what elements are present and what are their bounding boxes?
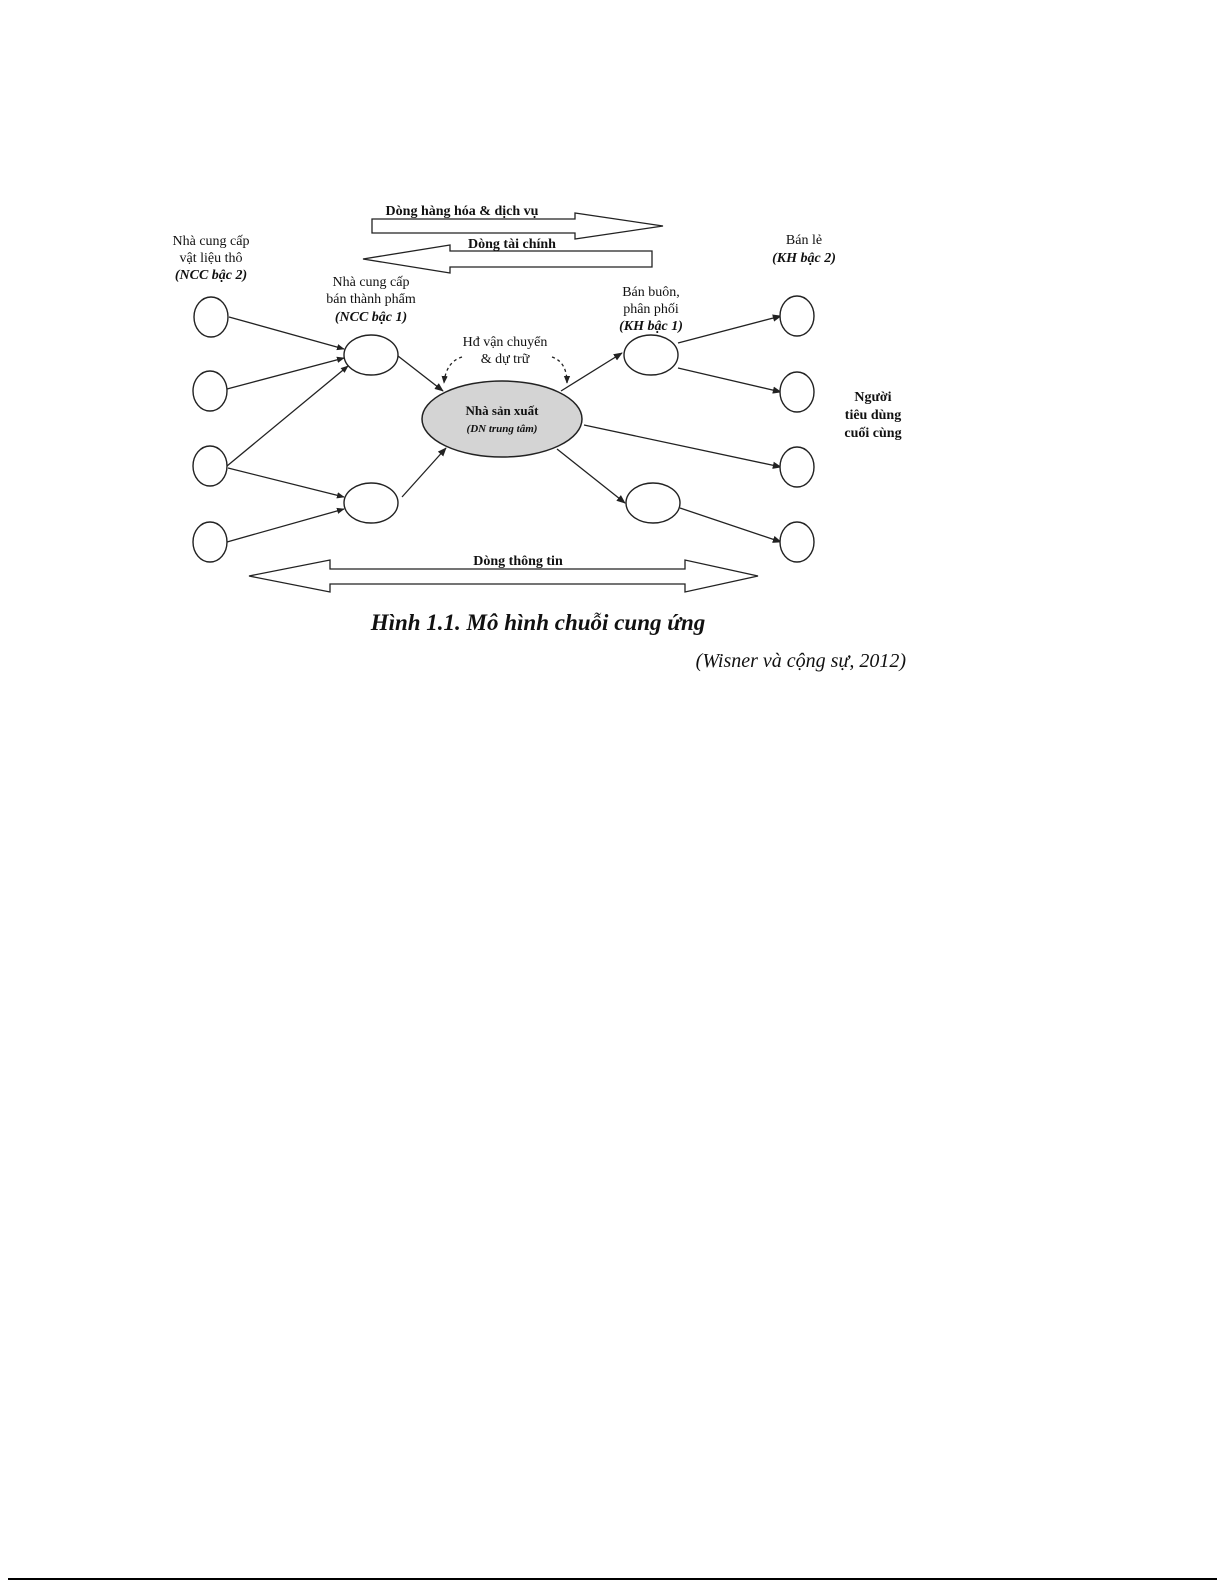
arrow-t1bottom-center: [402, 448, 446, 497]
arrow-t2c-t1bottom: [228, 468, 344, 497]
tier2-label-tag: (NCC bậc 2): [174, 268, 248, 283]
arrow-t2d-t1bottom: [227, 509, 344, 542]
end-consumer-line3: cuối cùng: [844, 426, 902, 441]
end-consumer-line1: Người: [854, 390, 892, 405]
information-flow-label: Dòng thông tin: [473, 554, 563, 569]
figure-caption: Hình 1.1. Mô hình chuỗi cung ứng: [370, 610, 706, 635]
figure-source: (Wisner và cộng sự, 2012): [695, 650, 906, 672]
page-bottom-rule: [8, 1578, 1217, 1580]
tier1-label-line2: bán thành phẩm: [326, 292, 416, 307]
tier2-supplier-nodes: [193, 297, 228, 562]
tier2-node-1: [194, 297, 228, 337]
wholesaler-node-top: [624, 335, 678, 375]
wholesaler-label-line1: Bán buôn,: [622, 285, 680, 300]
wholesaler-label-line2: phân phối: [623, 302, 679, 317]
manufacturer-node: [422, 381, 582, 457]
arrow-center-wholesale-top: [561, 353, 622, 391]
wholesaler-label-tag: (KH bậc 1): [619, 319, 683, 334]
tier1-label-line1: Nhà cung cấp: [332, 275, 410, 290]
arrow-wholesale-retail-2: [678, 368, 781, 392]
tier2-label-line2: vật liệu thô: [179, 251, 243, 266]
tier2-node-3: [193, 446, 227, 486]
support-label-line1: Hđ vận chuyển: [462, 335, 548, 350]
wholesaler-nodes: [624, 335, 680, 523]
arrow-wholesale-retail-1: [678, 316, 781, 343]
retailer-nodes: [780, 296, 814, 562]
manufacturer-subtitle: (DN trung tâm): [466, 423, 538, 435]
finance-flow-label: Dòng tài chính: [468, 237, 556, 252]
arrow-t2c-t1top: [227, 366, 348, 466]
arrow-center-wholesale-bottom: [557, 449, 625, 503]
tier2-node-4: [193, 522, 227, 562]
wholesaler-node-bottom: [626, 483, 680, 523]
retailer-label-line1: Bán lẻ: [785, 233, 823, 248]
arrow-t2a-t1top: [229, 317, 344, 349]
retailer-node-3: [780, 447, 814, 487]
tier1-label-tag: (NCC bậc 1): [334, 310, 408, 325]
goods-flow-label: Dòng hàng hóa & dịch vụ: [385, 204, 539, 219]
tier2-label-line1: Nhà cung cấp: [172, 234, 250, 249]
retailer-node-1: [780, 296, 814, 336]
arrow-center-retail-3: [584, 425, 781, 467]
support-dashed-arrow-left: [444, 357, 462, 383]
retailer-node-2: [780, 372, 814, 412]
tier1-node-top: [344, 335, 398, 375]
support-dashed-arrow-right: [552, 357, 567, 383]
retailer-node-4: [780, 522, 814, 562]
arrow-t1top-center: [398, 356, 443, 391]
support-label-line2: & dự trữ: [480, 352, 530, 367]
tier2-node-2: [193, 371, 227, 411]
tier1-supplier-nodes: [344, 335, 398, 523]
tier1-node-bottom: [344, 483, 398, 523]
arrow-wholesale-retail-4: [680, 508, 781, 542]
end-consumer-line2: tiêu dùng: [844, 408, 902, 423]
retailer-label-tag: (KH bậc 2): [772, 251, 836, 266]
manufacturer-title: Nhà sản xuất: [465, 403, 539, 418]
